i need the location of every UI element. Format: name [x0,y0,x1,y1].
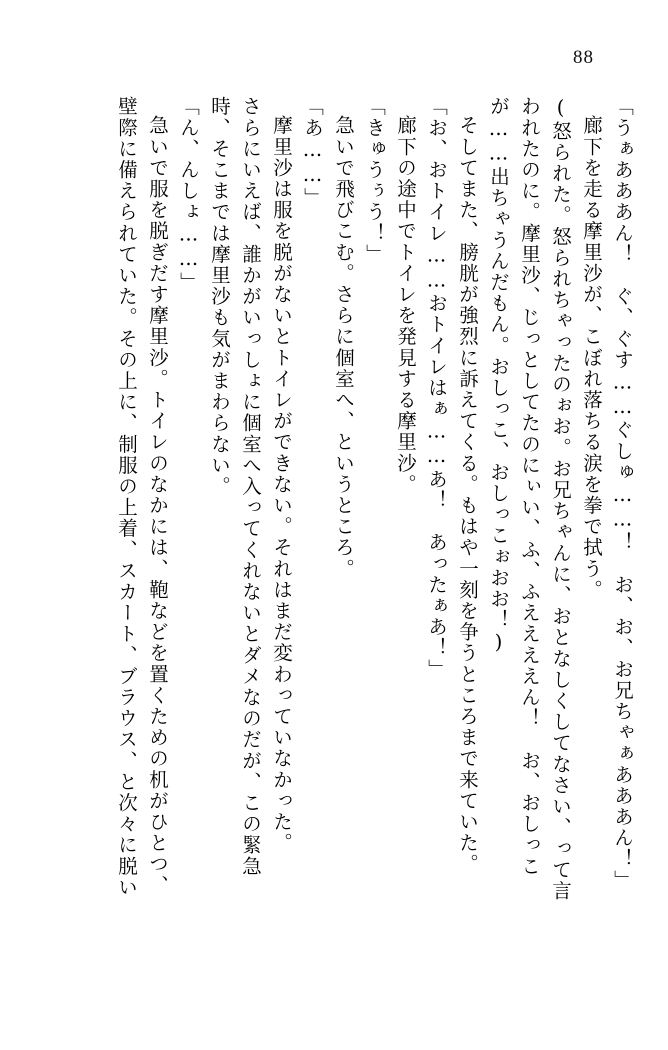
text-column: 急いで服を脱ぎだす摩里沙。トイレのなかには、鞄などを置くための机がひとつ、 [146,115,169,896]
text-column: (怒られた。怒られちゃったのぉお。お兄ちゃんに、おとなしくしてなさい、って言 [549,96,572,902]
text-column: そしてまた、膀胱が強烈に訴えてくる。もはや一刻を争うところまで来ていた。 [456,115,479,875]
text-column: 「お、おトイレ……おトイレはぁ……あ！ あったぁあ！」 [425,96,448,680]
text-column: われたのに。摩里沙、じっとしてたのにぃい、ふ、ふええええん！ お、おしっこ [518,96,541,877]
body-text [36,96,632,1026]
text-column: 「きゅうぅう！」 [363,96,386,265]
text-column: 時、そこまでは摩里沙も気がまわらない。 [208,96,231,497]
text-column: 「あ……」 [301,96,324,209]
text-column: 壁際に備えられていた。その上に、制服の上着、スカート、ブラウス、と次々に脱い [115,96,138,898]
text-column: さらにいえば、誰かがいっしょに個室へ入ってくれないとダメなのだが、この緊急 [239,96,262,877]
text-column: 摩里沙は服を脱がないとトイレができない。それはまだ変わっていなかった。 [270,115,293,854]
text-column: 「ん、んしょ……」 [177,96,200,293]
page-number: 88 [573,47,594,68]
text-column: 急いで飛びこむ。さらに個室へ、というところ。 [332,115,355,580]
text-column: 「うぁあああん！ ぐ、ぐす……ぐしゅ……！ お、お、お兄ちゃぁあああん！」 [611,96,634,891]
text-column: 廊下を走る摩里沙が、こぼれ落ちる涙を拳で拭う。 [580,115,603,601]
text-column: が……出ちゃうんだもん。おしっこ、おしっこぉおお！) [487,96,510,656]
text-column: 廊下の途中でトイレを発見する摩里沙。 [394,115,417,495]
